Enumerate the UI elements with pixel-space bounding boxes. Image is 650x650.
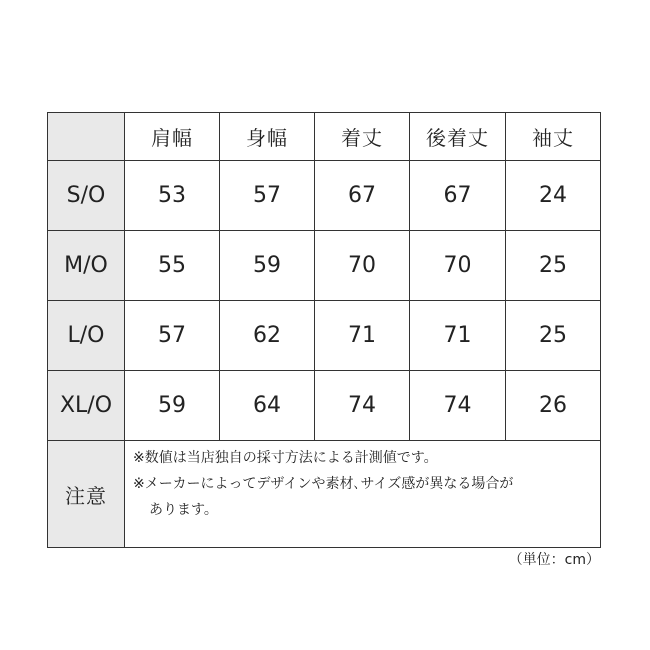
table-cell: 74 <box>315 371 410 441</box>
table-cell: 57 <box>125 301 220 371</box>
size-label: S/O <box>48 161 125 231</box>
table-cell: 71 <box>315 301 410 371</box>
note-line: あります。 <box>149 502 218 518</box>
table-cell: 53 <box>125 161 220 231</box>
table-cell: 25 <box>506 231 601 301</box>
table-cell: 24 <box>506 161 601 231</box>
table-cell: 67 <box>410 161 506 231</box>
header-row <box>48 113 601 161</box>
size-label: XL/O <box>48 371 125 441</box>
table-cell: 62 <box>220 301 315 371</box>
size-label: M/O <box>48 231 125 301</box>
table-cell: 59 <box>125 371 220 441</box>
notes-row <box>48 441 601 548</box>
table-cell: 70 <box>315 231 410 301</box>
table-cell: 67 <box>315 161 410 231</box>
unit-label: （単位：cm） <box>508 552 600 568</box>
note-line: ※メーカーによってデザインや素材､サイズ感が異なる場合が <box>133 476 514 492</box>
header-length: 着丈 <box>315 113 410 161</box>
corner-cell <box>48 113 125 161</box>
table-row <box>48 301 601 371</box>
note-line: ※数値は当店独自の採寸方法による計測値です。 <box>133 450 438 466</box>
header-back-length: 後着丈 <box>410 113 506 161</box>
table-cell: 70 <box>410 231 506 301</box>
table-cell: 59 <box>220 231 315 301</box>
table-row <box>48 161 601 231</box>
notes-label: 注意 <box>48 441 125 548</box>
table-cell: 26 <box>506 371 601 441</box>
size-label: L/O <box>48 301 125 371</box>
table-cell: 57 <box>220 161 315 231</box>
table-cell: 64 <box>220 371 315 441</box>
header-shoulder-width: 肩幅 <box>125 113 220 161</box>
notes-text <box>125 441 601 548</box>
table-row <box>48 231 601 301</box>
table-cell: 55 <box>125 231 220 301</box>
table-cell: 71 <box>410 301 506 371</box>
size-chart-table <box>47 112 601 548</box>
header-sleeve-length: 袖丈 <box>506 113 601 161</box>
table-row <box>48 371 601 441</box>
table-cell: 25 <box>506 301 601 371</box>
table-cell: 74 <box>410 371 506 441</box>
header-body-width: 身幅 <box>220 113 315 161</box>
